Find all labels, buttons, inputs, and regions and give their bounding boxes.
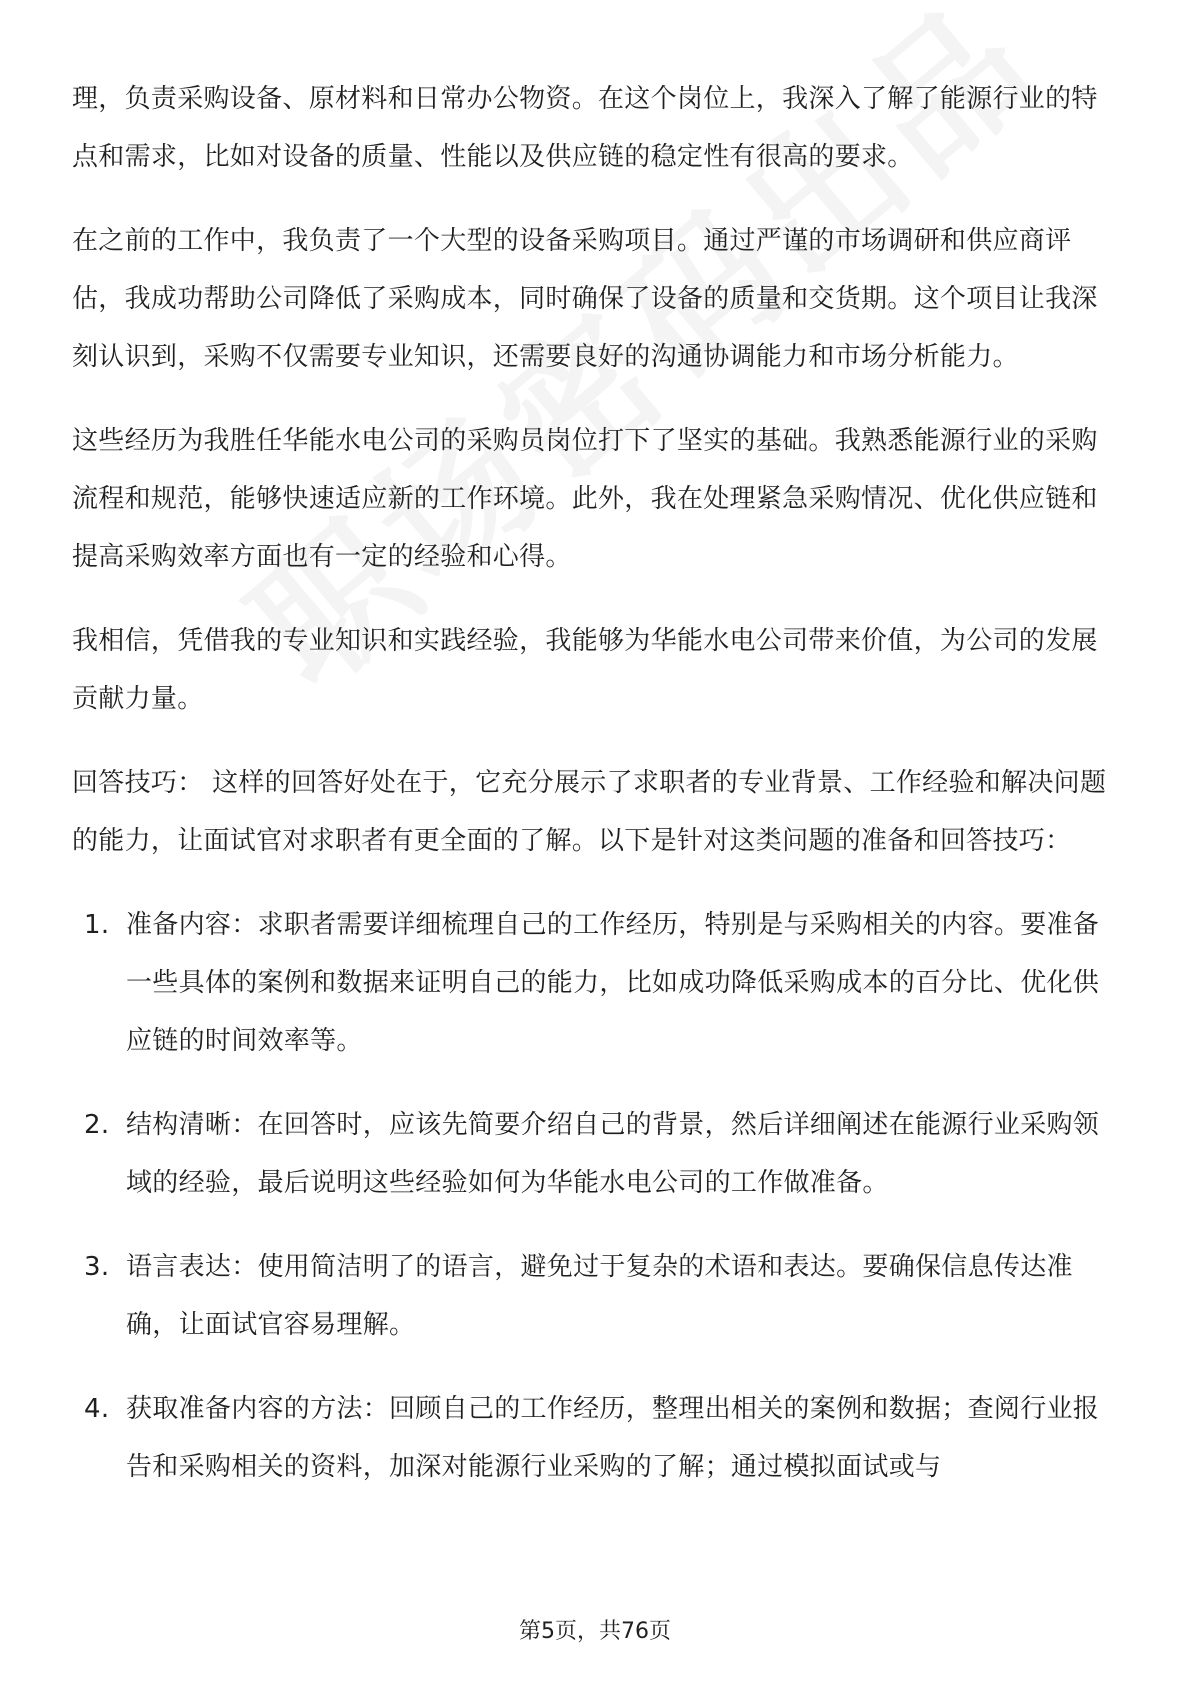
- list-item-text: 结构清晰：在回答时，应该先简要介绍自己的背景，然后详细阐述在能源行业采购领域的经验，最后说明这些经验如何为华能水电公司的工作做准备。: [126, 1110, 1100, 1198]
- tips-list: [72, 896, 1122, 1496]
- list-item-number: 1.: [84, 910, 110, 940]
- list-item-text: 语言表达：使用简洁明了的语言，避免过于复杂的术语和表达。要确保信息传达准确，让面试官容易理解。: [126, 1252, 1073, 1340]
- page-number-footer: 第5页，共76页: [519, 1619, 671, 1644]
- list-item-number: 2.: [84, 1110, 110, 1140]
- list-item: [72, 1096, 1122, 1212]
- paragraph-2: 在之前的工作中，我负责了一个大型的设备采购项目。通过严谨的市场调研和供应商评估，我成功帮助公司降低了采购成本，同时确保了设备的质量和交货期。这个项目让我深刻认识到，采购不仅需要专业知识，还需要良好的沟通协调能力和市场分析能力。: [72, 226, 1098, 372]
- paragraph-3: 这些经历为我胜任华能水电公司的采购员岗位打下了坚实的基础。我熟悉能源行业的采购流程和规范，能够快速适应新的工作环境。此外，我在处理紧急采购情况、优化供应链和提高采购效率方面也有一定的经验和心得。: [72, 426, 1098, 572]
- paragraph-tips: 回答技巧： 这样的回答好处在于，它充分展示了求职者的专业背景、工作经验和解决问题的能力，让面试官对求职者有更全面的了解。以下是针对这类问题的准备和回答技巧：: [72, 768, 1107, 856]
- paragraph-1: 理，负责采购设备、原材料和日常办公物资。在这个岗位上，我深入了解了能源行业的特点和需求，比如对设备的质量、性能以及供应链的稳定性有很高的要求。: [72, 84, 1098, 172]
- list-item-number: 4.: [84, 1394, 110, 1424]
- list-item: [72, 1238, 1122, 1354]
- list-item-number: 3.: [84, 1252, 110, 1282]
- list-item-text: 准备内容：求职者需要详细梳理自己的工作经历，特别是与采购相关的内容。要准备一些具体的案例和数据来证明自己的能力，比如成功降低采购成本的百分比、优化供应链的时间效率等。: [126, 910, 1100, 1056]
- list-item: [72, 1380, 1122, 1496]
- paragraph-4: 我相信，凭借我的专业知识和实践经验，我能够为华能水电公司带来价值，为公司的发展贡献力量。: [72, 626, 1098, 714]
- list-item-text: 获取准备内容的方法：回顾自己的工作经历，整理出相关的案例和数据；查阅行业报告和采购相关的资料，加深对能源行业采购的了解；通过模拟面试或与: [126, 1394, 1100, 1482]
- page-content: [72, 70, 1122, 1522]
- list-item: [72, 896, 1122, 1070]
